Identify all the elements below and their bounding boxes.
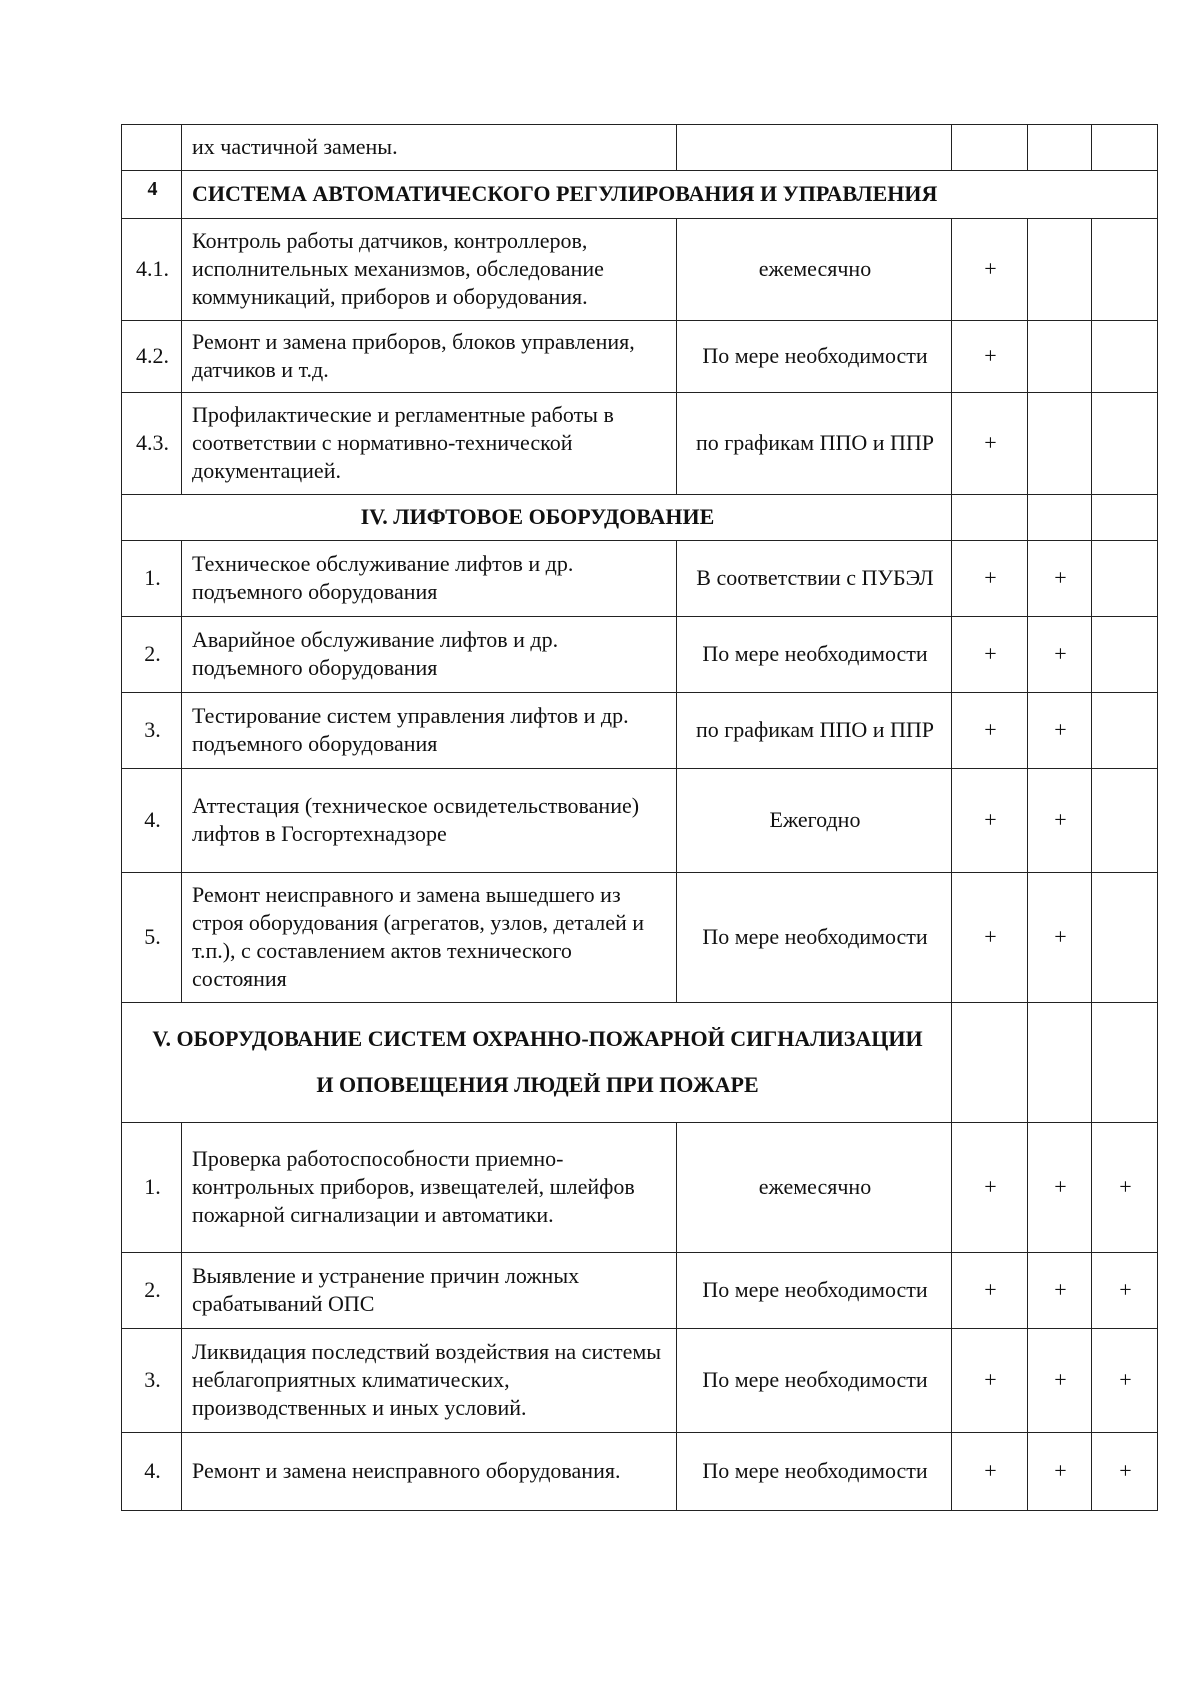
row-mark-3	[1092, 321, 1158, 393]
row-mark-1: +	[952, 541, 1028, 617]
row-mark-2	[1028, 219, 1092, 321]
row-mark-2	[1028, 495, 1092, 541]
row-frequency	[677, 125, 952, 171]
row-frequency: по графикам ППО и ППР	[677, 393, 952, 495]
row-mark-1: +	[952, 617, 1028, 693]
section-title: IV. ЛИФТОВОЕ ОБОРУДОВАНИЕ	[122, 495, 952, 541]
row-mark-3	[1092, 219, 1158, 321]
row-number: 2.	[122, 617, 182, 693]
row-mark-1: +	[952, 1123, 1028, 1253]
row-description: Ликвидация последствий воздействия на системы неблагоприятных климатических, производственных и иных условий.	[182, 1329, 677, 1433]
table-row	[122, 617, 1158, 693]
row-mark-1: +	[952, 219, 1028, 321]
row-number: 3.	[122, 1329, 182, 1433]
row-mark-3	[1092, 495, 1158, 541]
row-mark-1: +	[952, 873, 1028, 1003]
section-number: 4	[122, 171, 182, 219]
table-row	[122, 541, 1158, 617]
table-row	[122, 1329, 1158, 1433]
row-mark-1	[952, 495, 1028, 541]
section-title-line-2: И ОПОВЕЩЕНИЯ ЛЮДЕЙ ПРИ ПОЖАРЕ	[316, 1071, 759, 1097]
row-mark-1: +	[952, 1329, 1028, 1433]
row-number: 4.	[122, 769, 182, 873]
row-mark-2: +	[1028, 769, 1092, 873]
spacer	[132, 1053, 943, 1071]
row-frequency: По мере необходимости	[677, 321, 952, 393]
row-mark-2: +	[1028, 1433, 1092, 1511]
row-number: 1.	[122, 541, 182, 617]
table-row	[122, 125, 1158, 171]
row-mark-1: +	[952, 1253, 1028, 1329]
row-mark-3: +	[1092, 1329, 1158, 1433]
row-frequency: В соответствии с ПУБЭЛ	[677, 541, 952, 617]
table-row	[122, 693, 1158, 769]
row-description: Ремонт и замена неисправного оборудования.	[182, 1433, 677, 1511]
row-frequency: ежемесячно	[677, 1123, 952, 1253]
row-frequency: ежемесячно	[677, 219, 952, 321]
row-number	[122, 125, 182, 171]
table-row	[122, 1253, 1158, 1329]
section-header-row	[122, 171, 1158, 219]
row-mark-1	[952, 1003, 1028, 1123]
row-number: 4.1.	[122, 219, 182, 321]
row-mark-1: +	[952, 769, 1028, 873]
row-mark-3	[1092, 393, 1158, 495]
row-frequency: По мере необходимости	[677, 1329, 952, 1433]
row-description: их частичной замены.	[182, 125, 677, 171]
row-mark-1: +	[952, 321, 1028, 393]
row-mark-3	[1092, 541, 1158, 617]
row-description: Профилактические и регламентные работы в соответствии с нормативно-технической документацией.	[182, 393, 677, 495]
row-mark-2	[1028, 321, 1092, 393]
table-row	[122, 219, 1158, 321]
row-frequency: по графикам ППО и ППР	[677, 693, 952, 769]
row-number: 4.3.	[122, 393, 182, 495]
row-description: Выявление и устранение причин ложных срабатываний ОПС	[182, 1253, 677, 1329]
row-number: 1.	[122, 1123, 182, 1253]
maintenance-table	[121, 124, 1158, 1511]
row-mark-2	[1028, 125, 1092, 171]
row-frequency: По мере необходимости	[677, 1433, 952, 1511]
row-frequency: По мере необходимости	[677, 873, 952, 1003]
section-header-row	[122, 1003, 1158, 1123]
row-mark-2: +	[1028, 693, 1092, 769]
row-frequency: По мере необходимости	[677, 617, 952, 693]
row-description: Аварийное обслуживание лифтов и др. подъемного оборудования	[182, 617, 677, 693]
section-title	[122, 1003, 952, 1123]
row-mark-3	[1092, 1003, 1158, 1123]
row-mark-3	[1092, 125, 1158, 171]
row-mark-3: +	[1092, 1433, 1158, 1511]
row-description: Ремонт и замена приборов, блоков управления, датчиков и т.д.	[182, 321, 677, 393]
section-title: СИСТЕМА АВТОМАТИЧЕСКОГО РЕГУЛИРОВАНИЯ И УПРАВЛЕНИЯ	[182, 171, 1158, 219]
row-mark-2: +	[1028, 1253, 1092, 1329]
row-mark-2	[1028, 393, 1092, 495]
table-row	[122, 1433, 1158, 1511]
row-mark-3: +	[1092, 1253, 1158, 1329]
row-number: 4.	[122, 1433, 182, 1511]
row-mark-3: +	[1092, 1123, 1158, 1253]
row-description: Проверка работоспособности приемно-контрольных приборов, извещателей, шлейфов пожарной сигнализации и автоматики.	[182, 1123, 677, 1253]
row-mark-1: +	[952, 1433, 1028, 1511]
row-mark-2: +	[1028, 617, 1092, 693]
row-description: Ремонт неисправного и замена вышедшего из строя оборудования (агрегатов, узлов, деталей и т.п.), с составлением актов технического состояния	[182, 873, 677, 1003]
section-title-line-1: V. ОБОРУДОВАНИЕ СИСТЕМ ОХРАННО-ПОЖАРНОЙ СИГНАЛИЗАЦИИ	[152, 1025, 923, 1051]
row-description: Техническое обслуживание лифтов и др. подъемного оборудования	[182, 541, 677, 617]
row-mark-1: +	[952, 393, 1028, 495]
table-row	[122, 873, 1158, 1003]
row-description: Аттестация (техническое освидетельствование) лифтов в Госгортехнадзоре	[182, 769, 677, 873]
row-mark-3	[1092, 617, 1158, 693]
row-number: 3.	[122, 693, 182, 769]
table-row	[122, 1123, 1158, 1253]
row-frequency: По мере необходимости	[677, 1253, 952, 1329]
row-mark-3	[1092, 693, 1158, 769]
row-description: Тестирование систем управления лифтов и др. подъемного оборудования	[182, 693, 677, 769]
row-number: 4.2.	[122, 321, 182, 393]
row-mark-2: +	[1028, 1123, 1092, 1253]
row-frequency: Ежегодно	[677, 769, 952, 873]
table-row	[122, 769, 1158, 873]
row-mark-2: +	[1028, 873, 1092, 1003]
row-mark-1	[952, 125, 1028, 171]
row-number: 5.	[122, 873, 182, 1003]
row-mark-2: +	[1028, 1329, 1092, 1433]
row-number: 2.	[122, 1253, 182, 1329]
row-mark-2: +	[1028, 541, 1092, 617]
row-mark-3	[1092, 769, 1158, 873]
row-mark-1: +	[952, 693, 1028, 769]
table-row	[122, 393, 1158, 495]
row-mark-2	[1028, 1003, 1092, 1123]
table-row	[122, 321, 1158, 393]
row-description: Контроль работы датчиков, контроллеров, исполнительных механизмов, обследование коммуникаций, приборов и оборудования.	[182, 219, 677, 321]
row-mark-3	[1092, 873, 1158, 1003]
section-header-row	[122, 495, 1158, 541]
